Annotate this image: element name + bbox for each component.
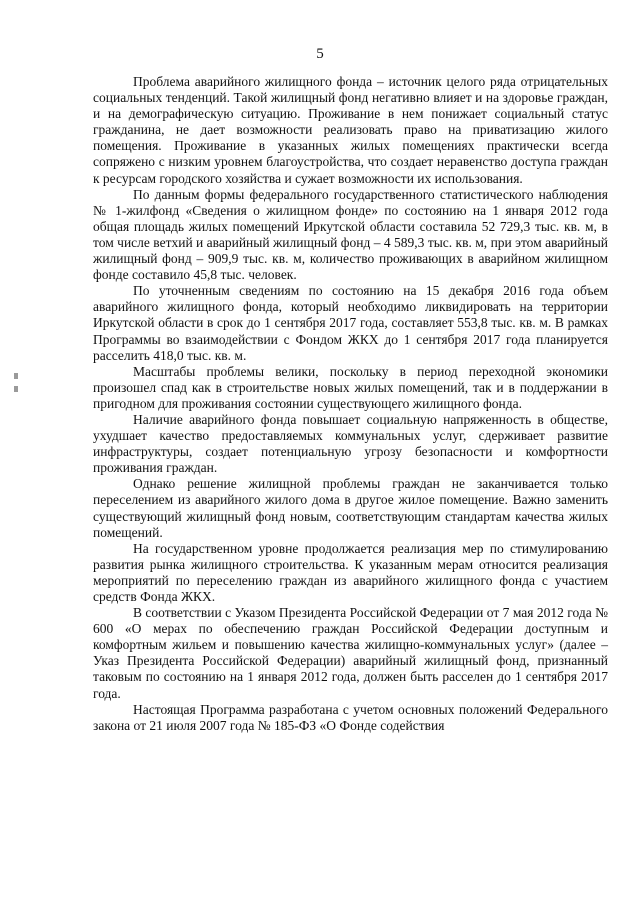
paragraph-8: В соответствии с Указом Президента Российской Федерации от 7 мая 2012 года № 600 «О мерах по обеспечению граждан Российской Федерации доступным и комфортным жильем и повышению качества жилищно-коммунальных услуг» (далее – Указ Президента Российской Федерации) аварийный жилищный фонд, признанный таковым по состоянию на 1 января 2012 года, должен быть расселен до 1 сентября 2017 года.	[93, 605, 608, 701]
paragraph-9: Настоящая Программа разработана с учетом основных положений Федерального закона от 21 июля 2007 года № 185-ФЗ «О Фонде содействия	[93, 701, 608, 733]
paragraph-3: По уточненным сведениям по состоянию на 15 декабря 2016 года объем аварийного жилищного фонда, который необходимо ликвидировать на территории Иркутской области в срок до 1 сентября 2017 года, составляет 553,8 тыс. кв. м. В рамках Программы во взаимодействии с Фондом ЖКХ до 1 сентября 2017 года планируется расселить 418,0 тыс. кв. м.	[93, 283, 608, 363]
paragraph-2: По данным формы федерального государственного статистического наблюдения № 1-жилфонд «Сведения о жилищном фонде» по состоянию на 1 января 2012 года общая площадь жилых помещений Иркутской области составила 52 729,3 тыс. кв. м, в том числе ветхий и аварийный жилищный фонд – 4 589,3 тыс. кв. м, при этом аварийный жилищный фонд – 909,9 тыс. кв. м, количество проживающих в аварийном жилищном фонде составило 45,8 тыс. человек.	[93, 186, 608, 283]
paragraph-1: Проблема аварийного жилищного фонда – источник целого ряда отрицательных социальных тенденций. Такой жилищный фонд негативно влияет и на здоровье граждан, и на демографическую ситуацию. Проживание в нем понижает социальный статус гражданина, не дает возможности реализовать право на приватизацию жилого помещения. Проживание в указанных жилых помещениях практически всегда сопряжено с низким уровнем благоустройства, что создает неравенство доступа граждан к ресурсам городского хозяйства и сужает возможности их использования.	[93, 74, 608, 186]
paragraph-6: Однако решение жилищной проблемы граждан не заканчивается только переселением из аварийного жилого дома в другое жилое помещение. Важно заменить существующий жилищный фонд новым, соответствующим стандартам качества жилых помещений.	[93, 476, 608, 540]
page-number: 5	[316, 46, 324, 62]
margin-mark	[14, 386, 18, 392]
paragraph-4: Масштабы проблемы велики, поскольку в период переходной экономики произошел спад как в строительстве новых жилых помещений, так и в поддержании в пригодном для проживания состоянии существующего жилищного фонда.	[93, 363, 608, 411]
margin-mark	[14, 373, 18, 379]
paragraph-5: Наличие аварийного фонда повышает социальную напряженность в обществе, ухудшает качество предоставляемых коммунальных услуг, сдерживает развитие инфраструктуры, создает потенциальную угрозу безопасности и комфортности проживания граждан.	[93, 411, 608, 476]
paragraph-7: На государственном уровне продолжается реализация мер по стимулированию развития рынка жилищного строительства. К указанным мерам относится реализация мероприятий по переселению граждан из аварийного жилищного фонда с участием средств Фонда ЖКХ.	[93, 540, 608, 604]
document-body	[93, 74, 608, 734]
